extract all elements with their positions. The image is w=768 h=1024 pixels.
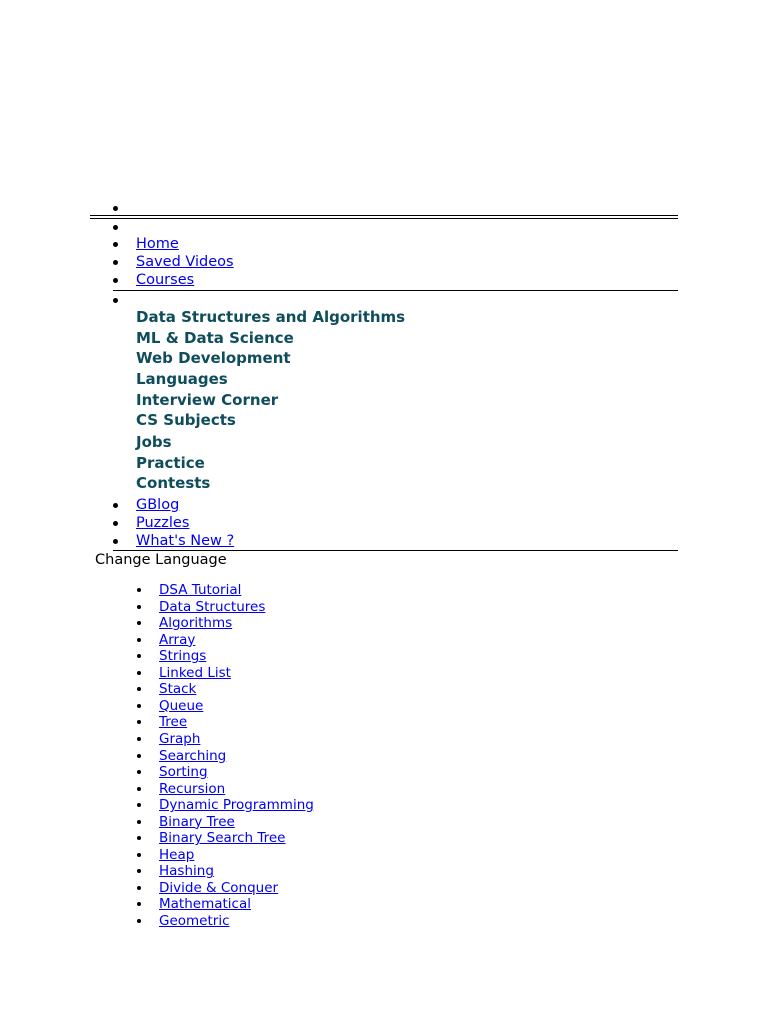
nav-link-courses[interactable]: Courses [136, 272, 195, 288]
topic-link[interactable]: Tree [159, 714, 188, 731]
bullet [113, 503, 118, 508]
bullet [137, 803, 141, 807]
topic-link[interactable]: DSA Tutorial [159, 582, 242, 598]
topic-link[interactable]: Linked List [159, 664, 231, 681]
category-web-development[interactable]: Web Development [136, 349, 291, 367]
divider [113, 290, 678, 291]
bullet [137, 737, 141, 741]
nav-link-gblog[interactable]: GBlog [136, 497, 180, 513]
bullet [137, 836, 141, 840]
nav-link-home[interactable]: Home [136, 236, 179, 252]
bullet [113, 260, 118, 265]
topic-link[interactable]: Divide & Conquer [159, 879, 279, 896]
category-contests[interactable]: Contests [136, 474, 211, 492]
category-ml-data-science[interactable]: ML & Data Science [136, 329, 294, 347]
topic-link[interactable]: Binary Tree [159, 813, 235, 830]
topic-link[interactable]: Queue [159, 697, 204, 714]
topic-link[interactable]: Algorithms [159, 615, 233, 632]
bullet [137, 588, 141, 592]
empty-bullet [113, 225, 118, 230]
nav-link-whats-new[interactable]: What's New ? [136, 533, 235, 549]
bullet [137, 902, 141, 906]
divider-double-top [90, 215, 678, 216]
category-jobs[interactable]: Jobs [136, 433, 172, 451]
empty-bullet [113, 298, 118, 303]
topic-link[interactable]: Stack [159, 681, 197, 698]
nav-link-saved-videos[interactable]: Saved Videos [136, 254, 234, 270]
bullet [137, 886, 141, 890]
category-dsa[interactable]: Data Structures and Algorithms [136, 308, 406, 326]
category-languages[interactable]: Languages [136, 370, 228, 388]
topic-link[interactable]: Graph [159, 730, 201, 747]
bullet [137, 654, 141, 658]
bullet [137, 853, 141, 857]
topic-link[interactable]: Searching [159, 747, 227, 764]
empty-bullet [113, 206, 118, 211]
topic-link[interactable]: Strings [159, 648, 207, 665]
topic-link[interactable]: Sorting [159, 764, 208, 781]
topic-link[interactable]: Geometric [159, 913, 230, 929]
bullet [113, 242, 118, 247]
category-interview-corner[interactable]: Interview Corner [136, 391, 279, 409]
bullet [137, 919, 141, 923]
topic-link[interactable]: Mathematical [159, 896, 251, 913]
bullet [137, 687, 141, 691]
nav-link-puzzles[interactable]: Puzzles [136, 515, 190, 531]
bullet [137, 869, 141, 873]
topic-link[interactable]: Dynamic Programming [159, 797, 314, 814]
bullet [137, 787, 141, 791]
topic-link[interactable]: Binary Search Tree [159, 830, 286, 847]
change-language-label[interactable]: Change Language [95, 552, 227, 568]
bullet [137, 754, 141, 758]
bullet [137, 605, 141, 609]
topic-link[interactable]: Hashing [159, 863, 214, 880]
category-practice[interactable]: Practice [136, 454, 205, 472]
bullet [137, 621, 141, 625]
bullet [137, 638, 141, 642]
topic-link[interactable]: Heap [159, 846, 195, 863]
bullet [137, 671, 141, 675]
bullet [137, 770, 141, 774]
bullet [137, 720, 141, 724]
topic-link[interactable]: Array [159, 631, 196, 648]
bullet [113, 539, 118, 544]
topic-link[interactable]: Data Structures [159, 598, 266, 615]
bullet [137, 704, 141, 708]
category-cs-subjects[interactable]: CS Subjects [136, 411, 236, 429]
bullet [113, 278, 118, 283]
bullet [137, 820, 141, 824]
topic-link[interactable]: Recursion [159, 780, 226, 797]
divider-double-bottom [90, 218, 678, 219]
bullet [113, 521, 118, 526]
